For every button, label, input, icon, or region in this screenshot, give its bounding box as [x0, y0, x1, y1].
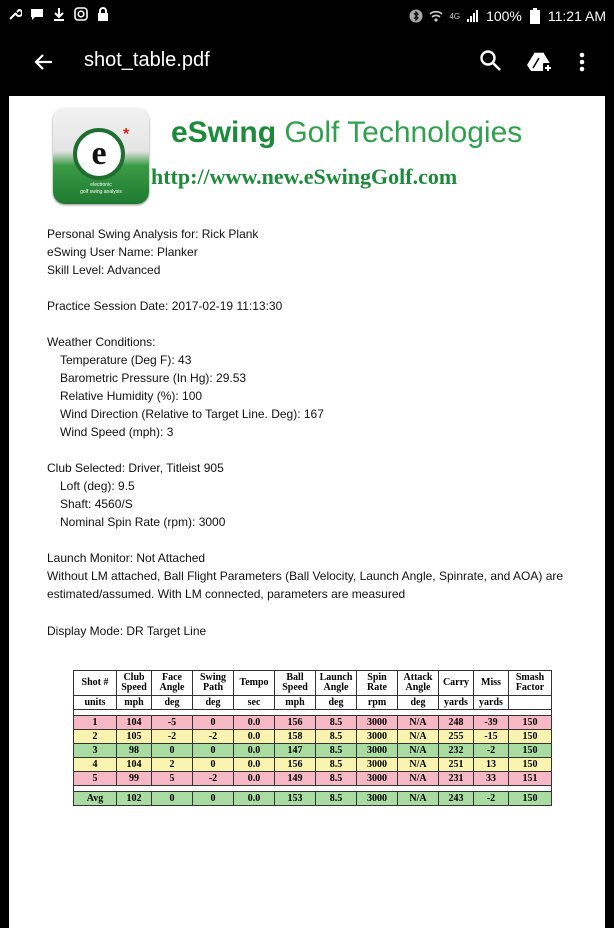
table-cell: 4: [74, 758, 117, 772]
table-row: [74, 730, 552, 744]
table-cell: 99: [117, 772, 152, 786]
table-cell: 0: [193, 744, 234, 758]
table-cell: 231: [439, 772, 474, 786]
unit-cell: rpm: [357, 696, 398, 710]
pdf-page[interactable]: [9, 96, 605, 928]
logo-letter: e: [73, 128, 125, 180]
back-arrow-icon[interactable]: [30, 48, 58, 76]
table-row: [74, 772, 552, 786]
table-cell: 0.0: [234, 730, 275, 744]
temperature: Temperature (Deg F): 43: [60, 353, 192, 367]
table-cell: 158: [275, 730, 316, 744]
header-shot: Shot #: [74, 671, 117, 696]
table-cell: -2: [152, 730, 193, 744]
table-cell: 1: [74, 716, 117, 730]
table-cell: 104: [117, 758, 152, 772]
table-cell: 2: [152, 758, 193, 772]
shaft: Shaft: 4560/S: [60, 497, 133, 511]
table-cell: -15: [474, 730, 509, 744]
unit-cell: units: [74, 696, 117, 710]
shot-table: [73, 670, 552, 806]
table-cell: 248: [439, 716, 474, 730]
note-line-2: estimated/assumed. With LM connected, parameters are measured: [47, 587, 406, 601]
table-cell: -2: [193, 772, 234, 786]
table-cell: Avg: [74, 792, 117, 806]
unit-cell: yards: [439, 696, 474, 710]
table-cell: 156: [275, 758, 316, 772]
user-name: eSwing User Name: Planker: [47, 245, 198, 259]
header-attack-angle: Attack Angle: [398, 671, 439, 696]
more-options-icon[interactable]: [572, 48, 592, 76]
weather-heading: Weather Conditions:: [47, 335, 156, 349]
table-cell: 147: [275, 744, 316, 758]
lock-icon: [96, 7, 110, 21]
header-ball-speed: Ball Speed: [275, 671, 316, 696]
units-row: [74, 696, 552, 710]
table-cell: 3000: [357, 758, 398, 772]
table-cell: 8.5: [316, 758, 357, 772]
unit-cell: deg: [152, 696, 193, 710]
document-title: shot_table.pdf: [84, 49, 210, 71]
table-header-row: [74, 671, 552, 696]
table-cell: N/A: [398, 730, 439, 744]
network-type: 4G: [449, 11, 461, 21]
wifi-icon: [429, 9, 443, 23]
unit-cell: [509, 696, 552, 710]
header-smash-factor: Smash Factor: [509, 671, 552, 696]
club-selected: Club Selected: Driver, Titleist 905: [47, 461, 224, 475]
header-carry: Carry: [439, 671, 474, 696]
table-cell: 8.5: [316, 716, 357, 730]
analysis-for: Personal Swing Analysis for: Rick Plank: [47, 227, 259, 241]
average-row: [74, 792, 552, 806]
session-date: Practice Session Date: 2017-02-19 11:13:30: [47, 299, 283, 313]
header-miss: Miss: [474, 671, 509, 696]
header-tempo: Tempo: [234, 671, 275, 696]
table-cell: 8.5: [316, 744, 357, 758]
note-line-1: Without LM attached, Ball Flight Parameters (Ball Velocity, Launch Angle, Spinrate, and AOA) are: [47, 569, 564, 583]
table-cell: 8.5: [316, 792, 357, 806]
unit-cell: deg: [316, 696, 357, 710]
table-cell: 3000: [357, 772, 398, 786]
table-cell: -2: [193, 730, 234, 744]
table-cell: 5: [74, 772, 117, 786]
header-launch-angle: Launch Angle: [316, 671, 357, 696]
signal-icon: [466, 9, 480, 23]
humidity: Relative Humidity (%): 100: [60, 389, 203, 403]
header-spin-rate: Spin Rate: [357, 671, 398, 696]
table-row: [74, 716, 552, 730]
wrench-icon: [8, 7, 22, 21]
spin-rate: Nominal Spin Rate (rpm): 3000: [60, 515, 226, 529]
table-cell: 3: [74, 744, 117, 758]
table-cell: 149: [275, 772, 316, 786]
instagram-icon: [74, 7, 88, 21]
logo-subtitle-1: electronic: [90, 182, 112, 188]
table-cell: N/A: [398, 744, 439, 758]
unit-cell: sec: [234, 696, 275, 710]
table-cell: 2: [74, 730, 117, 744]
table-cell: 150: [509, 758, 552, 772]
table-cell: 0.0: [234, 792, 275, 806]
table-cell: 3000: [357, 792, 398, 806]
table-cell: 150: [509, 744, 552, 758]
unit-cell: mph: [117, 696, 152, 710]
app-bar: [0, 34, 614, 90]
table-cell: -2: [474, 744, 509, 758]
table-cell: 151: [509, 772, 552, 786]
table-cell: N/A: [398, 772, 439, 786]
loft: Loft (deg): 9.5: [60, 479, 135, 493]
table-cell: 8.5: [316, 772, 357, 786]
table-cell: 0: [152, 744, 193, 758]
table-cell: 0: [193, 758, 234, 772]
brand-name-light: Golf Technologies: [276, 116, 523, 149]
download-icon: [52, 7, 66, 21]
logo-subtitle-2: golf swing analysis: [80, 189, 122, 195]
battery-percent: 100%: [486, 8, 522, 24]
table-cell: 5: [152, 772, 193, 786]
table-cell: 150: [509, 716, 552, 730]
table-cell: 150: [509, 730, 552, 744]
eswing-logo: [53, 108, 149, 204]
table-cell: 156: [275, 716, 316, 730]
search-icon[interactable]: [478, 48, 504, 74]
unit-cell: deg: [193, 696, 234, 710]
clock: 11:21 AM: [547, 8, 606, 24]
table-cell: 243: [439, 792, 474, 806]
table-row: [74, 758, 552, 772]
table-cell: 0.0: [234, 716, 275, 730]
table-cell: 98: [117, 744, 152, 758]
table-cell: 8.5: [316, 730, 357, 744]
brand-name-bold: eSwing: [171, 116, 277, 149]
unit-cell: mph: [275, 696, 316, 710]
status-bar: [0, 0, 614, 34]
table-cell: 0.0: [234, 758, 275, 772]
table-cell: N/A: [398, 792, 439, 806]
table-cell: -2: [474, 792, 509, 806]
table-cell: -5: [152, 716, 193, 730]
skill-level: Skill Level: Advanced: [47, 263, 161, 277]
brand-name: [171, 116, 522, 150]
table-cell: 13: [474, 758, 509, 772]
table-cell: 232: [439, 744, 474, 758]
table-cell: 33: [474, 772, 509, 786]
header-face-angle: Face Angle: [152, 671, 193, 696]
table-cell: 3000: [357, 744, 398, 758]
unit-cell: yards: [474, 696, 509, 710]
table-cell: 102: [117, 792, 152, 806]
table-cell: 0: [152, 792, 193, 806]
logo-star: *: [123, 126, 130, 143]
brand-url: http://www.new.eSwingGolf.com: [151, 164, 458, 189]
display-mode: Display Mode: DR Target Line: [47, 624, 207, 638]
table-cell: 3000: [357, 716, 398, 730]
header-swing-path: Swing Path: [193, 671, 234, 696]
unit-cell: deg: [398, 696, 439, 710]
table-cell: 105: [117, 730, 152, 744]
table-cell: 0: [193, 716, 234, 730]
chat-icon: [30, 7, 44, 21]
wind-direction: Wind Direction (Relative to Target Line. Deg): 167: [60, 407, 324, 421]
wind-speed: Wind Speed (mph): 3: [60, 425, 174, 439]
table-cell: 0.0: [234, 772, 275, 786]
table-cell: 150: [509, 792, 552, 806]
add-to-drive-icon[interactable]: [526, 48, 554, 76]
table-cell: -39: [474, 716, 509, 730]
table-cell: 251: [439, 758, 474, 772]
table-cell: 0: [193, 792, 234, 806]
table-cell: N/A: [398, 758, 439, 772]
header-club-speed: Club Speed: [117, 671, 152, 696]
launch-monitor: Launch Monitor: Not Attached: [47, 551, 206, 565]
pressure: Barometric Pressure (In Hg): 29.53: [60, 371, 247, 385]
bluetooth-icon: [409, 9, 423, 23]
table-cell: 0.0: [234, 744, 275, 758]
table-cell: 153: [275, 792, 316, 806]
table-row: [74, 744, 552, 758]
table-cell: N/A: [398, 716, 439, 730]
table-cell: 255: [439, 730, 474, 744]
table-cell: 3000: [357, 730, 398, 744]
battery-icon: [528, 9, 542, 23]
table-cell: 104: [117, 716, 152, 730]
